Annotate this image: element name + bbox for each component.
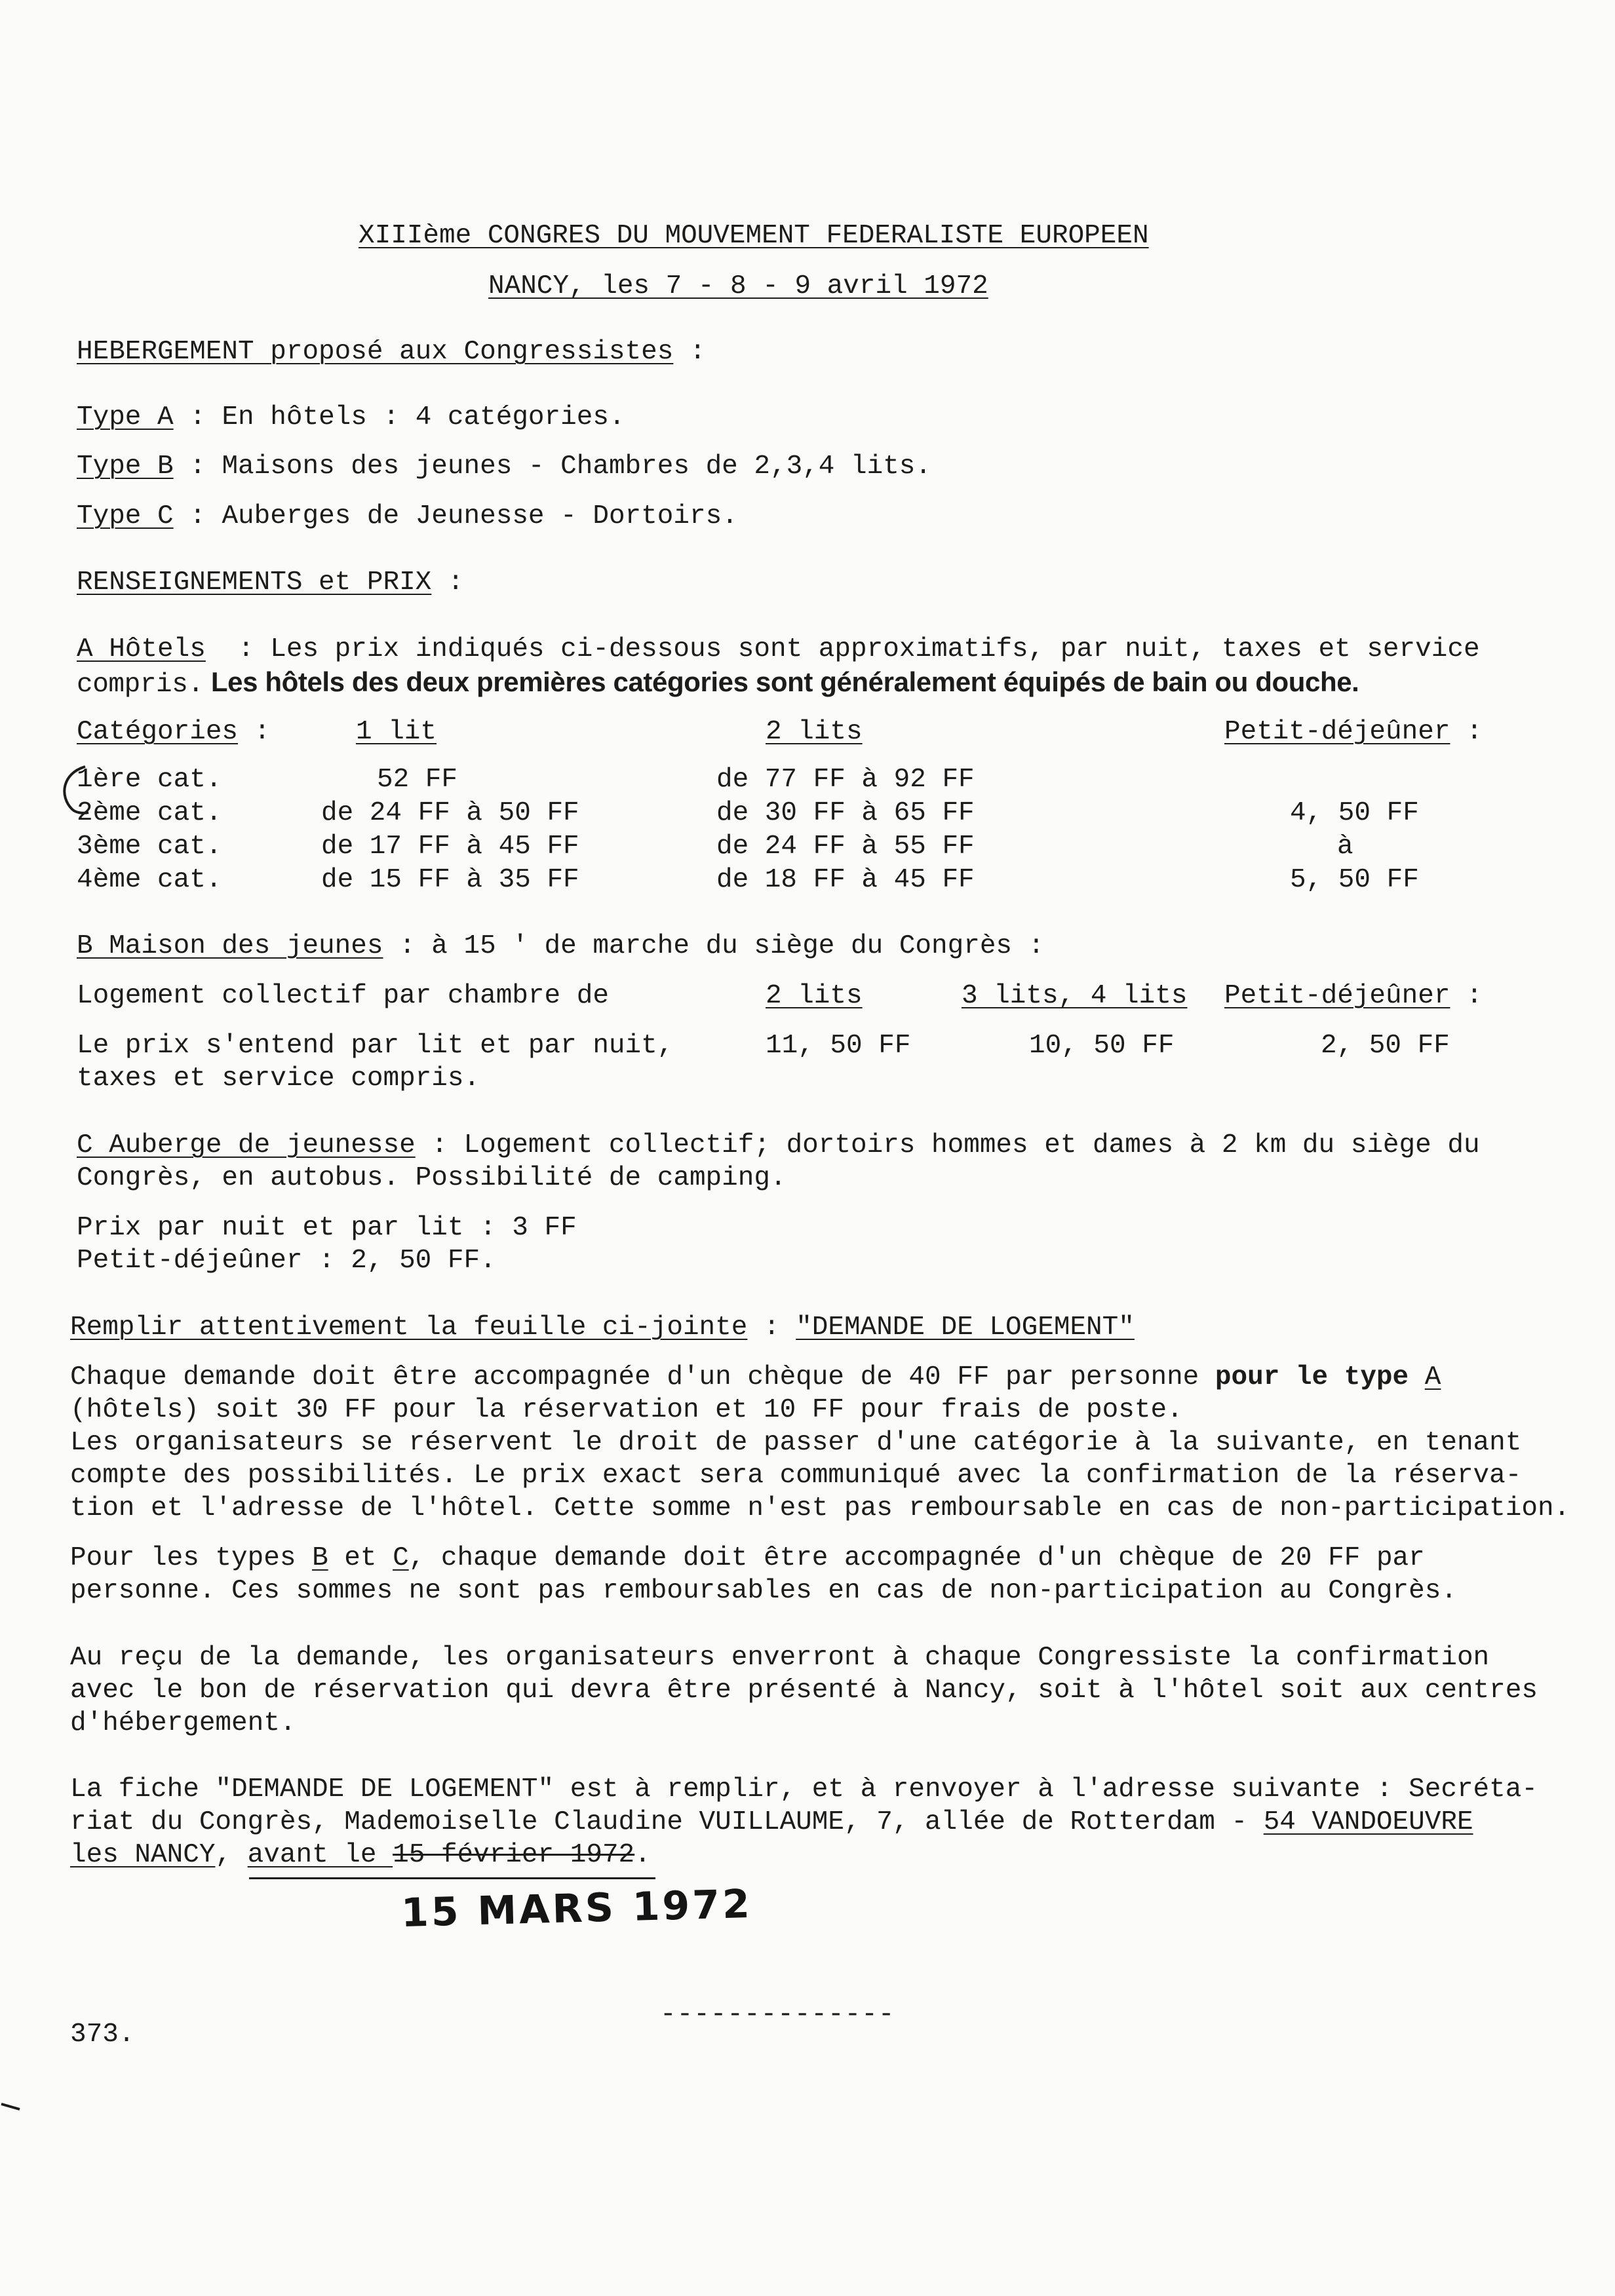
hotel-row-one: de 15 FF à 35 FF (321, 865, 579, 895)
type-a-line (77, 401, 625, 434)
para2-line-2: personne. Ces sommes ne sont pas remboursables en cas de non-participation au Congrès. (70, 1576, 1457, 1606)
hotel-row-cat: 4ème cat. (77, 865, 222, 895)
date-stamp: 15 MARS 1972 (400, 1881, 753, 1937)
para4-city: 54 VANDOEUVRE (1263, 1807, 1473, 1837)
remplir-line (70, 1311, 1135, 1344)
document-subtitle: NANCY, les 7 - 8 - 9 avril 1972 (488, 271, 988, 301)
para4-comma: , (215, 1840, 248, 1870)
para1-line-4: compte des possibilités. Le prix exact sera communiqué avec la confirmation de la réserva- (70, 1461, 1522, 1491)
hebergement-heading-text: HEBERGEMENT proposé aux Congressistes (77, 337, 674, 367)
auberge-price: Prix par nuit et par lit : 3 FF (77, 1213, 577, 1243)
maison-heading (77, 930, 1044, 963)
breakfast-price-high: 5, 50 FF (1290, 865, 1419, 895)
para3-line-1: Au reçu de la demande, les organisateurs enverront à chaque Congressiste la confirmation (70, 1643, 1490, 1673)
para3-line-2: avec le bon de réservation qui devra être présenté à Nancy, soit à l'hôtel soit aux centres (70, 1675, 1538, 1706)
remplir-colon: : (747, 1312, 796, 1343)
para1-type-a: A (1424, 1362, 1441, 1392)
type-b-label: Type B (77, 451, 174, 482)
para2-text-a: Pour les types (70, 1543, 313, 1573)
maison-text: : à 15 ' de marche du siège du Congrès : (383, 931, 1045, 961)
type-a-label: Type A (77, 402, 174, 432)
document-title: XIIIème CONGRES DU MOUVEMENT FEDERALISTE EUROPEEN (359, 221, 1149, 251)
para3-line-3: d'hébergement. (70, 1708, 296, 1738)
para4-line-1: La fiche "DEMANDE DE LOGEMENT" est à remplir, et à renvoyer à l'adresse suivante : Secréta- (70, 1774, 1538, 1805)
para4-deadline-label: avant le (247, 1840, 393, 1870)
para1-line-2: (hôtels) soit 30 FF pour la réservation et 10 FF pour frais de poste. (70, 1395, 1183, 1425)
type-c-text: : Auberges de Jeunesse - Dortoirs. (189, 501, 738, 531)
para1-line-3: Les organisateurs se réservent le droit de passer d'une catégorie à la suivante, en tenant (70, 1428, 1522, 1458)
hotel-row-cat: 1ère cat. (77, 765, 222, 795)
hotel-row-two: de 18 FF à 45 FF (716, 865, 975, 895)
type-b-text: : Maisons des jeunes - Chambres de 2,3,4 lits. (189, 451, 932, 482)
maison-row-label: Logement collectif par chambre de (77, 981, 609, 1011)
stamp-rule (249, 1877, 655, 1879)
hebergement-heading-colon: : (689, 337, 706, 367)
header-colon: : (254, 717, 271, 747)
para4-line-2 (70, 1806, 1473, 1839)
maison-header-two: 2 lits (766, 981, 863, 1011)
maison-header-breakfast (1224, 980, 1483, 1012)
maison-header-three-four: 3 lits, 4 lits (962, 981, 1188, 1011)
maison-header-breakfast-label: Petit-déjeûner (1224, 981, 1450, 1011)
para4-address: riat du Congrès, Mademoiselle Claudine VUILLAUME, 7, allée de Rotterdam - (70, 1807, 1264, 1837)
para4-line-3 (70, 1839, 651, 1871)
maison-price-breakfast: 2, 50 FF (1321, 1031, 1450, 1061)
header-categories: Catégories (77, 717, 239, 747)
breakfast-price-low: 4, 50 FF (1290, 798, 1419, 828)
maison-header-colon: : (1466, 981, 1483, 1011)
para1-line-5: tion et l'adresse de l'hôtel. Cette somme n'est pas remboursable en cas de non-participation. (70, 1493, 1570, 1523)
margin-bracket-mark (39, 760, 92, 832)
renseignements-colon: : (447, 567, 464, 598)
hotel-row-two: de 24 FF à 55 FF (716, 832, 975, 862)
para2-type-b: B (312, 1543, 328, 1573)
hebergement-heading (77, 335, 706, 368)
auberge-line-2: Congrès, en autobus. Possibilité de camping. (77, 1163, 787, 1193)
para1-text-b: pour le type (1215, 1362, 1425, 1392)
maison-price-three-four: 10, 50 FF (1029, 1031, 1175, 1061)
header-one-bed: 1 lit (356, 717, 437, 747)
auberge-heading (77, 1129, 1480, 1162)
hotels-intro: : Les prix indiqués ci-dessous sont approximatifs, par nuit, taxes et service (205, 634, 1480, 664)
para2-type-c: C (393, 1543, 409, 1573)
hotel-row-two: de 77 FF à 92 FF (716, 765, 975, 795)
hotel-row-one: de 24 FF à 50 FF (321, 798, 579, 828)
hotel-row-cat: 3ème cat. (77, 832, 222, 862)
header-breakfast-colon: : (1466, 717, 1483, 747)
auberge-text: : Logement collectif; dortoirs hommes et dames à 2 km du siège du (415, 1130, 1480, 1160)
para1-text-a: Chaque demande doit être accompagnée d'un chèque de 40 FF par personne (70, 1362, 1215, 1392)
para4-nancy: les NANCY (70, 1840, 216, 1870)
maison-price-two: 11, 50 FF (766, 1031, 911, 1061)
para2-text-e: , chaque demande doit être accompagnée d'un chèque de 20 FF par (408, 1543, 1425, 1573)
type-b-line (77, 450, 931, 483)
type-a-text: : En hôtels : 4 catégories. (189, 402, 625, 432)
section-separator: -------------- (660, 2000, 895, 2030)
hotels-line-2 (77, 666, 1359, 701)
hotels-compris: compris. (77, 670, 204, 700)
hotel-row-one: de 17 FF à 45 FF (321, 832, 579, 862)
renseignements-heading-text: RENSEIGNEMENTS et PRIX (77, 567, 432, 598)
hotel-row-one: 52 FF (377, 765, 458, 795)
remplir-form-name: "DEMANDE DE LOGEMENT" (796, 1312, 1135, 1343)
auberge-label: C Auberge de jeunesse (77, 1130, 416, 1160)
type-c-label: Type C (77, 501, 174, 531)
remplir-label: Remplir attentivement la feuille ci-jointe (70, 1312, 748, 1343)
type-c-line (77, 500, 738, 533)
scan-speck-mark (0, 2100, 26, 2113)
hotel-row-cat: 2ème cat. (77, 798, 222, 828)
hotels-line-1 (77, 633, 1480, 666)
hotel-row-two: de 30 FF à 65 FF (716, 798, 975, 828)
maison-price-note-2: taxes et service compris. (77, 1063, 480, 1094)
para1-line-1 (70, 1361, 1441, 1394)
para4-period: . (634, 1840, 651, 1870)
hotels-equipment-note: Les hôtels des deux premières catégories sont généralement équipés de bain ou douche. (203, 666, 1359, 697)
para2-text-c: et (328, 1543, 393, 1573)
auberge-breakfast: Petit-déjeûner : 2, 50 FF. (77, 1246, 496, 1276)
hotels-label: A Hôtels (77, 634, 206, 664)
para4-old-deadline: 15 février 1972 (393, 1840, 635, 1870)
renseignements-heading (77, 566, 464, 599)
hotels-header-categories (77, 716, 270, 748)
para2-line-1 (70, 1542, 1425, 1575)
maison-label: B Maison des jeunes (77, 931, 383, 961)
maison-price-note-1: Le prix s'entend par lit et par nuit, (77, 1031, 674, 1061)
header-two-beds: 2 lits (766, 717, 863, 747)
breakfast-price-sep: à (1337, 832, 1353, 862)
page-number: 373. (70, 2019, 135, 2050)
header-breakfast-label: Petit-déjeûner (1224, 717, 1450, 747)
header-breakfast (1224, 716, 1483, 748)
